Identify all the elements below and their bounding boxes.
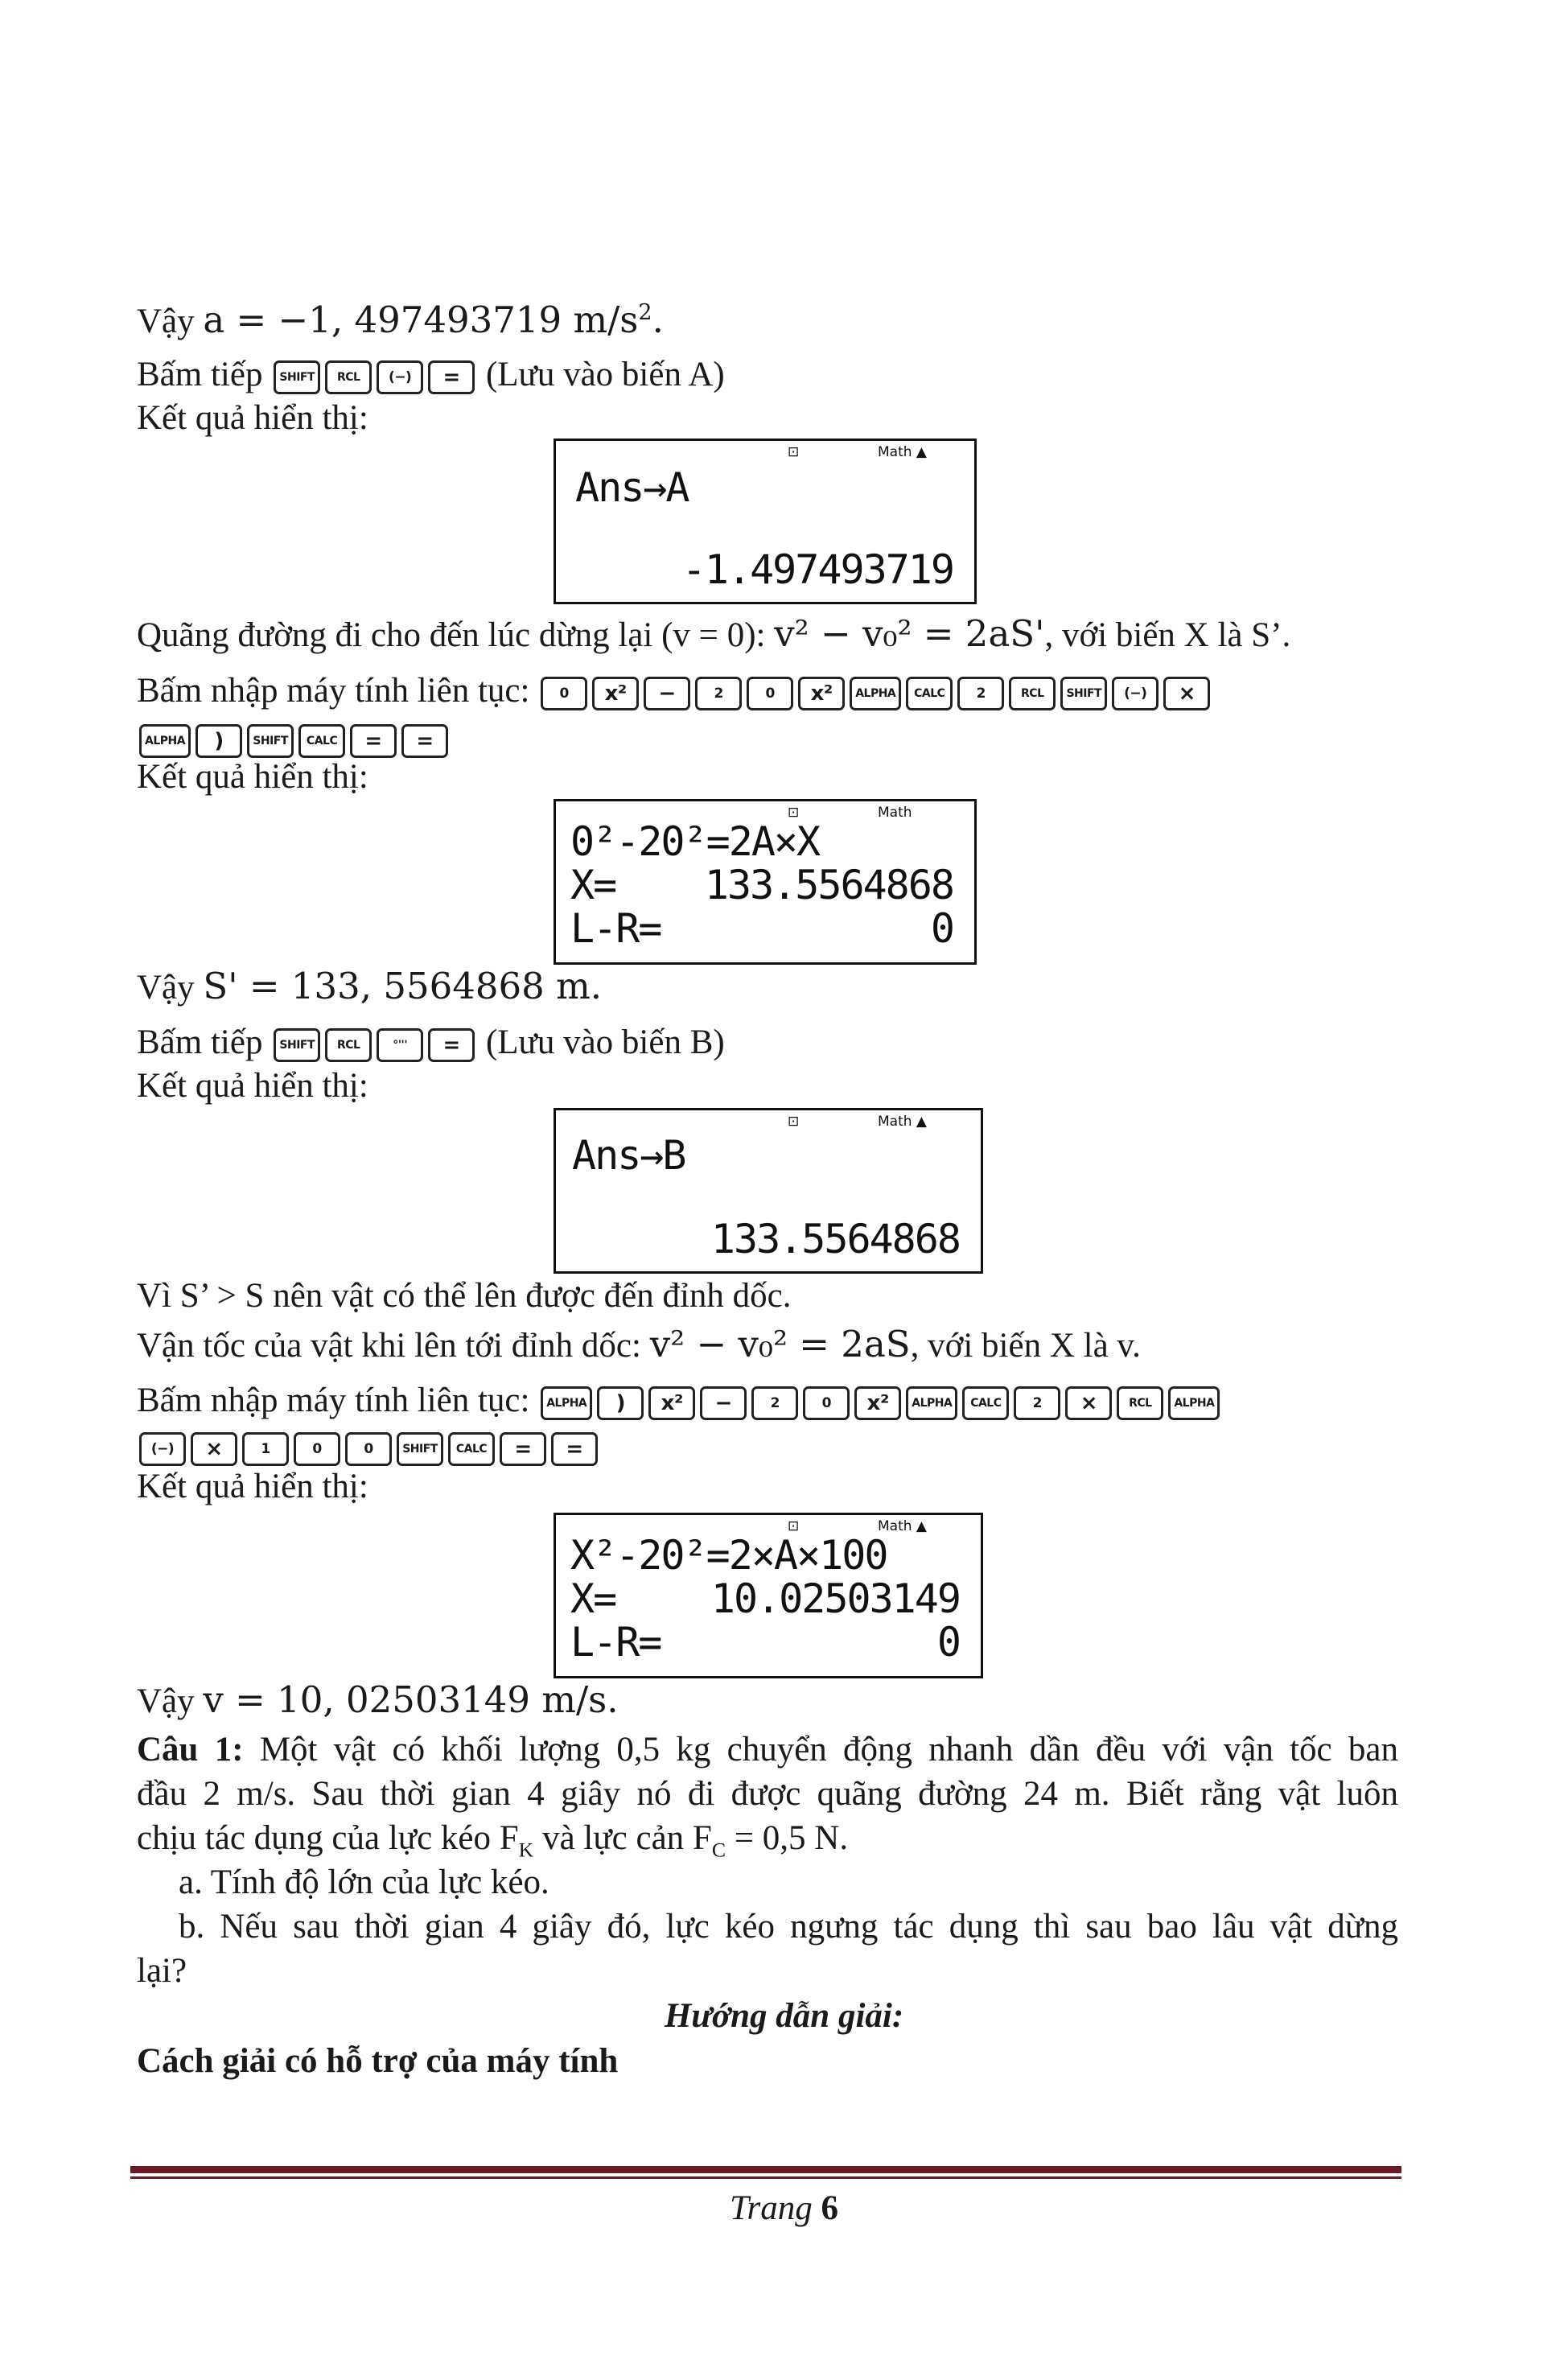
- keys-sequence-2-cont: [137, 1426, 600, 1468]
- accel-formula: a = −1, 497493719 $m/s^2$.: [203, 299, 664, 341]
- screen-equation: 0²-20²=2A×X: [570, 818, 820, 865]
- key-0: 0: [541, 677, 587, 710]
- key-calc: CALC: [448, 1432, 495, 1466]
- guide-heading: Hướng dẫn giải:: [664, 1997, 904, 2035]
- math-indicator: Math ▲: [878, 444, 928, 460]
- keys-sequence-1: Bấm nhập máy tính liên tục: 0 x² − 2 0 x² ALPHA CALC 2 RCL SHIFT (−) ×: [137, 670, 1212, 712]
- key-multiply: ×: [1065, 1386, 1112, 1420]
- result-velocity: Vậy v = 10, 02503149 m/s.: [137, 1678, 619, 1721]
- velocity-result: v = 10, 02503149 m/s.: [203, 1678, 619, 1721]
- key-calc: CALC: [298, 724, 345, 758]
- footer-rule: [130, 2166, 1401, 2173]
- key-negative: (−): [139, 1432, 186, 1466]
- indicator-icon: ⊡: [788, 805, 800, 821]
- screen-input: Ans→A: [575, 464, 689, 511]
- equals-key: =: [428, 360, 475, 394]
- screen-x-value: 133.5564868: [704, 862, 953, 908]
- math-indicator: Math: [878, 805, 912, 821]
- screen-result: -1.497493719: [681, 546, 953, 593]
- key-minus: −: [644, 677, 690, 710]
- distance-formula: S' = 133, 5564868 m.: [203, 965, 603, 1007]
- key-equals: =: [401, 724, 448, 758]
- calculator-screen-2: [554, 799, 977, 965]
- keys-sequence-1-cont: [137, 718, 451, 760]
- question-part-a: a. Tính độ lớn của lực kéo.: [179, 1863, 549, 1901]
- key-shift: SHIFT: [247, 724, 294, 758]
- key-equals: =: [500, 1432, 546, 1466]
- key-calc: CALC: [906, 677, 953, 710]
- key-close-paren: ): [195, 724, 242, 758]
- key-alpha: ALPHA: [139, 724, 191, 758]
- rcl-key: RCL: [325, 1028, 372, 1062]
- conclusion-text: Vì S’ > S nên vật có thể lên được đến đỉnh dốc.: [137, 1277, 792, 1315]
- key-equals: =: [350, 724, 397, 758]
- result-label: Kết quả hiển thị:: [137, 1468, 368, 1505]
- footer-rule-thin: [130, 2176, 1401, 2179]
- key-square: x²: [798, 677, 845, 710]
- key-multiply: ×: [1163, 677, 1210, 710]
- screen-input: Ans→B: [572, 1132, 685, 1179]
- key-rcl: RCL: [1117, 1386, 1163, 1420]
- indicator-icon: ⊡: [788, 1114, 800, 1130]
- key-shift: SHIFT: [1060, 677, 1107, 710]
- store-b-instruction: Bấm tiếp SHIFT RCL °''' = (Lưu vào biến B): [137, 1023, 725, 1061]
- screen-lr-label: L-R=: [570, 905, 661, 952]
- screen-result: 133.5564868: [710, 1216, 960, 1262]
- key-close-paren: ): [597, 1386, 644, 1420]
- math-indicator: Math ▲: [878, 1114, 928, 1130]
- degree-key: °''': [377, 1028, 423, 1062]
- question-label: Câu 1:: [137, 1731, 244, 1769]
- shift-key: SHIFT: [274, 360, 320, 394]
- key-2: 2: [695, 677, 742, 710]
- key-2: 2: [957, 677, 1004, 710]
- key-square: x²: [592, 677, 639, 710]
- calculator-screen-3: [554, 1108, 983, 1274]
- key-2: 2: [1014, 1386, 1060, 1420]
- result-label: Kết quả hiển thị:: [137, 1067, 368, 1105]
- key-0: 0: [803, 1386, 850, 1420]
- method-heading: Cách giải có hỗ trợ của máy tính: [137, 2042, 619, 2080]
- rcl-key: RCL: [325, 360, 372, 394]
- math-indicator: Math ▲: [878, 1518, 928, 1534]
- screen-x-value: 10.02503149: [710, 1575, 960, 1622]
- result-accel: Vậy a = −1, 497493719 $m/s^2$.: [137, 299, 664, 341]
- screen-lr-value: 0: [936, 1619, 960, 1666]
- key-negative: (−): [1112, 677, 1159, 710]
- key-2: 2: [751, 1386, 798, 1420]
- result-distance: Vậy S' = 133, 5564868 m.: [137, 965, 603, 1007]
- stopping-formula: v² − v₀² = 2aS': [774, 612, 1045, 655]
- question-part-b: b. Nếu sau thời gian 4 giây đó, lực kéo ngưng tác dụng thì sau bao lâu vật dừng lại?: [137, 1908, 1398, 1990]
- screen-lr-value: 0: [930, 905, 953, 952]
- keys-sequence-2: Bấm nhập máy tính liên tục: ALPHA ) x² − 2 0 x² ALPHA CALC 2 × RCL ALPHA: [137, 1380, 1222, 1422]
- key-minus: −: [700, 1386, 747, 1420]
- key-0: 0: [747, 677, 793, 710]
- store-a-instruction: Bấm tiếp SHIFT RCL (−) = (Lưu vào biến A): [137, 356, 725, 393]
- key-calc: CALC: [962, 1386, 1009, 1420]
- stopping-distance-text: Quãng đường đi cho đến lúc dừng lại (v = 0): v² − v₀² = 2aS', với biến X là S’.: [137, 612, 1291, 655]
- calculator-screen-4: [554, 1513, 983, 1678]
- result-label: Kết quả hiển thị:: [137, 758, 368, 796]
- key-rcl: RCL: [1009, 677, 1056, 710]
- key-alpha: ALPHA: [541, 1386, 592, 1420]
- screen-lr-label: L-R=: [570, 1619, 661, 1666]
- screen-x-label: X=: [570, 862, 616, 908]
- result-label: Kết quả hiển thị:: [137, 399, 368, 437]
- key-equals: =: [551, 1432, 598, 1466]
- page-number: 6: [821, 2189, 839, 2227]
- screen-equation: X²-20²=2×A×100: [570, 1532, 887, 1579]
- indicator-icon: ⊡: [788, 1518, 800, 1534]
- velocity-formula: v² − v₀² = 2aS: [649, 1323, 911, 1365]
- shift-key: SHIFT: [274, 1028, 320, 1062]
- key-alpha: ALPHA: [850, 677, 901, 710]
- key-0: 0: [345, 1432, 392, 1466]
- key-square: x²: [648, 1386, 695, 1420]
- top-velocity-text: Vận tốc của vật khi lên tới đỉnh dốc: v² − v₀² = 2aS, với biến X là v.: [137, 1323, 1141, 1365]
- key-1: 1: [242, 1432, 289, 1466]
- negative-key: (−): [377, 360, 423, 394]
- key-alpha: ALPHA: [1168, 1386, 1220, 1420]
- key-0: 0: [294, 1432, 340, 1466]
- indicator-icon: ⊡: [788, 444, 800, 460]
- screen-x-label: X=: [570, 1575, 616, 1622]
- key-alpha: ALPHA: [906, 1386, 957, 1420]
- key-multiply: ×: [191, 1432, 237, 1466]
- equals-key: =: [428, 1028, 475, 1062]
- page-footer: Trang 6: [729, 2189, 839, 2227]
- key-shift: SHIFT: [397, 1432, 443, 1466]
- question-1: Câu 1: Một vật có khối lượng 0,5 kg chuyển động nhanh dần đều với vận tốc ban đầu 2 m/s. Sau thời gian 4 giây nó đi được quãng đường 24 m. Biết rằng vật luôn chịu tác dụng của lực kéo $F_K$ và lực cản $F_C = 0,5$ N.: [137, 1731, 1398, 1862]
- key-square: x²: [854, 1386, 901, 1420]
- calculator-screen-1: [554, 439, 977, 604]
